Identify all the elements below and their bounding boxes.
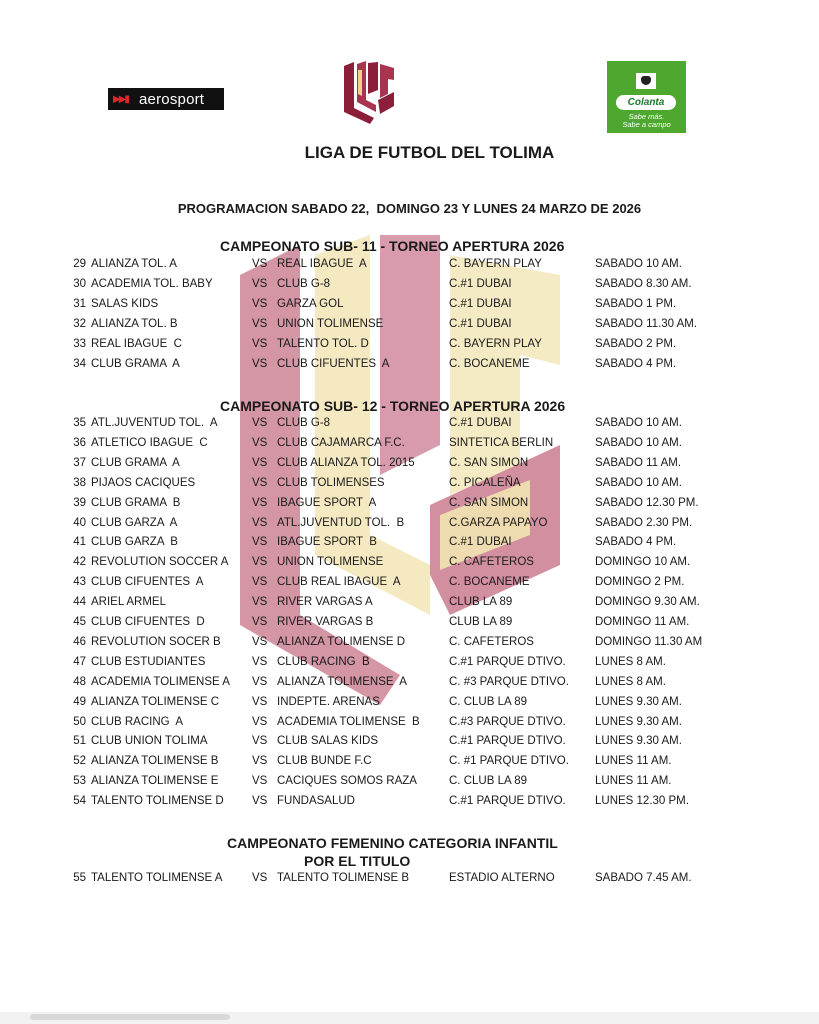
match-home: CLUB GARZA B [91, 536, 178, 549]
match-home: ALIANZA TOLIMENSE B [91, 755, 219, 768]
match-time: LUNES 11 AM. [595, 755, 672, 768]
match-row [0, 775, 819, 795]
match-time: LUNES 9.30 AM. [595, 715, 682, 728]
match-venue: C. CLUB LA 89 [449, 695, 527, 708]
colanta-logo [607, 61, 686, 133]
match-away: CLUB TOLIMENSES [277, 476, 385, 489]
match-venue: C. CLUB LA 89 [449, 775, 527, 788]
match-num: 46 [73, 635, 86, 648]
match-time: DOMINGO 11 AM. [595, 616, 690, 628]
match-vs: VS [252, 536, 268, 549]
match-away: ATL.JUVENTUD TOL. B [277, 516, 405, 529]
match-venue: C. CAFETEROS [449, 556, 534, 569]
match-venue: C. SAN SIMON [449, 456, 529, 469]
match-venue: ESTADIO ALTERNO [449, 872, 555, 884]
match-num: 45 [73, 616, 86, 628]
match-time: DOMINGO 9.30 AM. [595, 596, 700, 609]
match-row [0, 616, 819, 636]
match-row [0, 676, 819, 696]
match-vs: VS [252, 872, 268, 884]
match-vs: VS [252, 715, 268, 728]
match-home: TALENTO TOLIMENSE A [91, 872, 223, 884]
match-row [0, 278, 819, 298]
footer-bar [0, 1012, 819, 1024]
match-home: CLUB RACING A [91, 715, 184, 728]
match-vs: VS [252, 516, 268, 529]
match-time: LUNES 8 AM. [595, 675, 666, 688]
match-num: 37 [73, 456, 86, 469]
match-vs: VS [252, 775, 268, 788]
match-home: ACADEMIA TOLIMENSE A [91, 675, 230, 688]
match-num: 40 [73, 516, 86, 529]
match-time: DOMINGO 10 AM. [595, 556, 691, 569]
match-venue: C. BAYERN PLAY [449, 337, 542, 350]
match-away: IBAGUE SPORT B [277, 536, 377, 549]
match-num: 49 [73, 695, 86, 708]
match-venue: C. #1 PARQUE DTIVO. [449, 755, 569, 768]
match-vs: VS [252, 755, 268, 768]
match-time: SABADO 4 PM. [595, 536, 677, 549]
match-time: SABADO 2 PM. [595, 337, 677, 350]
match-row [0, 497, 819, 517]
match-away: GARZA GOL [277, 297, 344, 310]
cow-icon [636, 73, 656, 89]
section-subtitle-femenino: POR EL TITULO [304, 853, 411, 869]
match-away: ALIANZA TOLIMENSE D [277, 635, 406, 648]
match-away: CLUB BUNDE F.C [277, 755, 372, 768]
match-home: ARIEL ARMEL [91, 596, 166, 609]
match-home: ATLETICO IBAGUE C [91, 436, 208, 449]
match-venue: SINTETICA BERLIN [449, 436, 554, 449]
match-home: PIJAOS CACIQUES [91, 476, 196, 489]
match-num: 29 [73, 258, 86, 270]
match-row [0, 735, 819, 755]
match-row [0, 477, 819, 497]
match-away: ALIANZA TOLIMENSE A [277, 675, 407, 688]
match-vs: VS [252, 675, 268, 688]
match-away: CLUB ALIANZA TOL. 2015 [277, 456, 415, 469]
match-row [0, 318, 819, 338]
match-vs: VS [252, 337, 268, 350]
match-time: LUNES 9.30 AM. [595, 695, 682, 708]
match-venue: C.#1 DUBAI [449, 297, 512, 310]
match-venue: C.#1 DUBAI [449, 417, 512, 429]
match-time: SABADO 7.45 AM. [595, 872, 692, 884]
colanta-brand: Colanta [616, 95, 676, 110]
match-away: TALENTO TOL. D [277, 337, 369, 350]
match-venue: C.#1 PARQUE DTIVO. [449, 735, 566, 748]
fast-forward-icon: ▶▶▮ [113, 93, 128, 105]
league-logo [342, 60, 396, 124]
match-vs: VS [252, 596, 268, 609]
match-num: 31 [73, 297, 86, 310]
match-home: ALIANZA TOLIMENSE E [91, 775, 219, 788]
match-away: CLUB G-8 [277, 417, 331, 429]
match-num: 48 [73, 675, 86, 688]
match-venue: C.#1 DUBAI [449, 536, 512, 549]
match-home: CLUB UNION TOLIMA [91, 735, 208, 748]
match-time: LUNES 12.30 PM. [595, 795, 689, 808]
match-num: 38 [73, 476, 86, 489]
match-home: ALIANZA TOL. B [91, 317, 178, 330]
match-row [0, 716, 819, 736]
match-away: ACADEMIA TOLIMENSE B [277, 715, 420, 728]
section-title-sub12: CAMPEONATO SUB- 12 - TORNEO APERTURA 2026 [220, 398, 566, 414]
match-time: SABADO 10 AM. [595, 436, 682, 449]
match-home: CLUB CIFUENTES D [91, 616, 205, 628]
match-away: CLUB CIFUENTES A [277, 357, 390, 370]
match-home: REVOLUTION SOCCER A [91, 556, 229, 569]
match-vs: VS [252, 258, 268, 270]
match-time: SABADO 11 AM. [595, 456, 682, 469]
match-time: SABADO 4 PM. [595, 357, 677, 370]
match-row [0, 596, 819, 616]
match-num: 41 [73, 536, 86, 549]
match-away: CLUB CAJAMARCA F.C. [277, 436, 405, 449]
match-vs: VS [252, 297, 268, 310]
match-home: CLUB GARZA A [91, 516, 178, 529]
match-vs: VS [252, 456, 268, 469]
match-away: CLUB RACING B [277, 655, 370, 668]
match-away: CLUB REAL IBAGUE A [277, 576, 401, 589]
match-time: SABADO 12.30 PM. [595, 496, 699, 509]
match-row [0, 417, 819, 437]
match-home: ACADEMIA TOL. BABY [91, 277, 213, 290]
match-away: INDEPTE. ARENAS [277, 695, 380, 708]
match-num: 33 [73, 337, 86, 350]
match-num: 42 [73, 556, 86, 569]
match-away: RIVER VARGAS A [277, 596, 373, 609]
match-num: 51 [73, 735, 86, 748]
match-away: UNION TOLIMENSE [277, 317, 384, 330]
match-row [0, 872, 819, 892]
match-num: 55 [73, 872, 86, 884]
match-venue: C. SAN SIMON [449, 496, 529, 509]
match-time: SABADO 10 AM. [595, 258, 682, 270]
match-venue: C.#1 DUBAI [449, 277, 512, 290]
match-row [0, 457, 819, 477]
match-num: 39 [73, 496, 86, 509]
match-row [0, 795, 819, 815]
match-num: 30 [73, 277, 86, 290]
match-vs: VS [252, 616, 268, 628]
match-away: CLUB G-8 [277, 277, 331, 290]
match-time: DOMINGO 2 PM. [595, 576, 685, 589]
match-num: 50 [73, 715, 86, 728]
match-home: CLUB ESTUDIANTES [91, 655, 206, 668]
match-row [0, 517, 819, 537]
match-vs: VS [252, 357, 268, 370]
match-away: IBAGUE SPORT A [277, 496, 377, 509]
match-num: 36 [73, 436, 86, 449]
match-vs: VS [252, 277, 268, 290]
match-vs: VS [252, 695, 268, 708]
match-num: 35 [73, 417, 86, 429]
match-home: SALAS KIDS [91, 297, 159, 310]
match-venue: C. #3 PARQUE DTIVO. [449, 675, 569, 688]
match-away: UNION TOLIMENSE [277, 556, 384, 569]
match-venue: C.#3 PARQUE DTIVO. [449, 715, 566, 728]
match-num: 47 [73, 655, 86, 668]
match-home: CLUB GRAMA A [91, 456, 180, 469]
match-vs: VS [252, 576, 268, 589]
match-vs: VS [252, 476, 268, 489]
match-row [0, 656, 819, 676]
match-home: ALIANZA TOLIMENSE C [91, 695, 220, 708]
match-row [0, 636, 819, 656]
match-venue: C.#1 PARQUE DTIVO. [449, 655, 566, 668]
match-row [0, 358, 819, 378]
match-vs: VS [252, 417, 268, 429]
match-time: SABADO 10 AM. [595, 476, 682, 489]
match-home: CLUB GRAMA B [91, 496, 181, 509]
section-title-femenino: CAMPEONATO FEMENINO CATEGORIA INFANTIL [227, 835, 558, 851]
match-home: REAL IBAGUE C [91, 337, 182, 350]
match-row [0, 338, 819, 358]
match-home: CLUB GRAMA A [91, 357, 180, 370]
match-away: RIVER VARGAS B [277, 616, 374, 628]
match-num: 53 [73, 775, 86, 788]
match-venue: CLUB LA 89 [449, 616, 513, 628]
match-away: CLUB SALAS KIDS [277, 735, 378, 748]
match-venue: C. BOCANEME [449, 357, 530, 370]
match-home: ALIANZA TOL. A [91, 258, 177, 270]
match-vs: VS [252, 655, 268, 668]
match-venue: C. BAYERN PLAY [449, 258, 542, 270]
match-venue: C. CAFETEROS [449, 635, 534, 648]
match-home: CLUB CIFUENTES A [91, 576, 204, 589]
match-away: TALENTO TOLIMENSE B [277, 872, 410, 884]
section-title-sub11: CAMPEONATO SUB- 11 - TORNEO APERTURA 2026 [220, 238, 565, 254]
match-venue: C. BOCANEME [449, 576, 530, 589]
match-num: 43 [73, 576, 86, 589]
match-time: SABADO 2.30 PM. [595, 516, 693, 529]
match-row [0, 576, 819, 596]
match-num: 44 [73, 596, 86, 609]
match-vs: VS [252, 795, 268, 808]
match-vs: VS [252, 635, 268, 648]
match-time: SABADO 1 PM. [595, 297, 677, 310]
match-vs: VS [252, 317, 268, 330]
match-home: TALENTO TOLIMENSE D [91, 795, 224, 808]
match-num: 52 [73, 755, 86, 768]
match-venue: C.#1 PARQUE DTIVO. [449, 795, 566, 808]
match-row [0, 258, 819, 278]
match-row [0, 556, 819, 576]
match-away: REAL IBAGUE A [277, 258, 367, 270]
match-time: LUNES 8 AM. [595, 655, 666, 668]
match-row [0, 536, 819, 556]
match-time: LUNES 9.30 AM. [595, 735, 682, 748]
match-venue: C. PICALEÑA [449, 476, 521, 489]
match-vs: VS [252, 735, 268, 748]
match-row [0, 755, 819, 775]
match-away: CACIQUES SOMOS RAZA [277, 775, 417, 788]
match-num: 32 [73, 317, 86, 330]
program-title: PROGRAMACION SABADO 22, DOMINGO 23 Y LUNES 24 MARZO DE 2026 [177, 201, 642, 216]
match-row [0, 437, 819, 457]
match-time: SABADO 10 AM. [595, 417, 682, 429]
match-home: REVOLUTION SOCER B [91, 635, 221, 648]
match-venue: CLUB LA 89 [449, 596, 513, 609]
match-row [0, 696, 819, 716]
match-away: FUNDASALUD [277, 795, 355, 808]
match-venue: C.GARZA PAPAYO [449, 516, 548, 529]
league-title: LIGA DE FUTBOL DEL TOLIMA [304, 143, 555, 162]
match-time: LUNES 11 AM. [595, 775, 672, 788]
match-row [0, 298, 819, 318]
match-vs: VS [252, 556, 268, 569]
match-vs: VS [252, 496, 268, 509]
match-time: SABADO 8.30 AM. [595, 277, 692, 290]
match-home: ATL.JUVENTUD TOL. A [91, 417, 218, 429]
aerosport-logo: ▶▶▮ aerosport [108, 88, 224, 110]
match-time: DOMINGO 11.30 AM [595, 635, 703, 648]
match-venue: C.#1 DUBAI [449, 317, 512, 330]
match-num: 34 [73, 357, 86, 370]
match-num: 54 [73, 795, 86, 808]
match-vs: VS [252, 436, 268, 449]
match-time: SABADO 11.30 AM. [595, 317, 698, 330]
colanta-slogan: Sabe más. Sabe a campo [622, 112, 671, 129]
